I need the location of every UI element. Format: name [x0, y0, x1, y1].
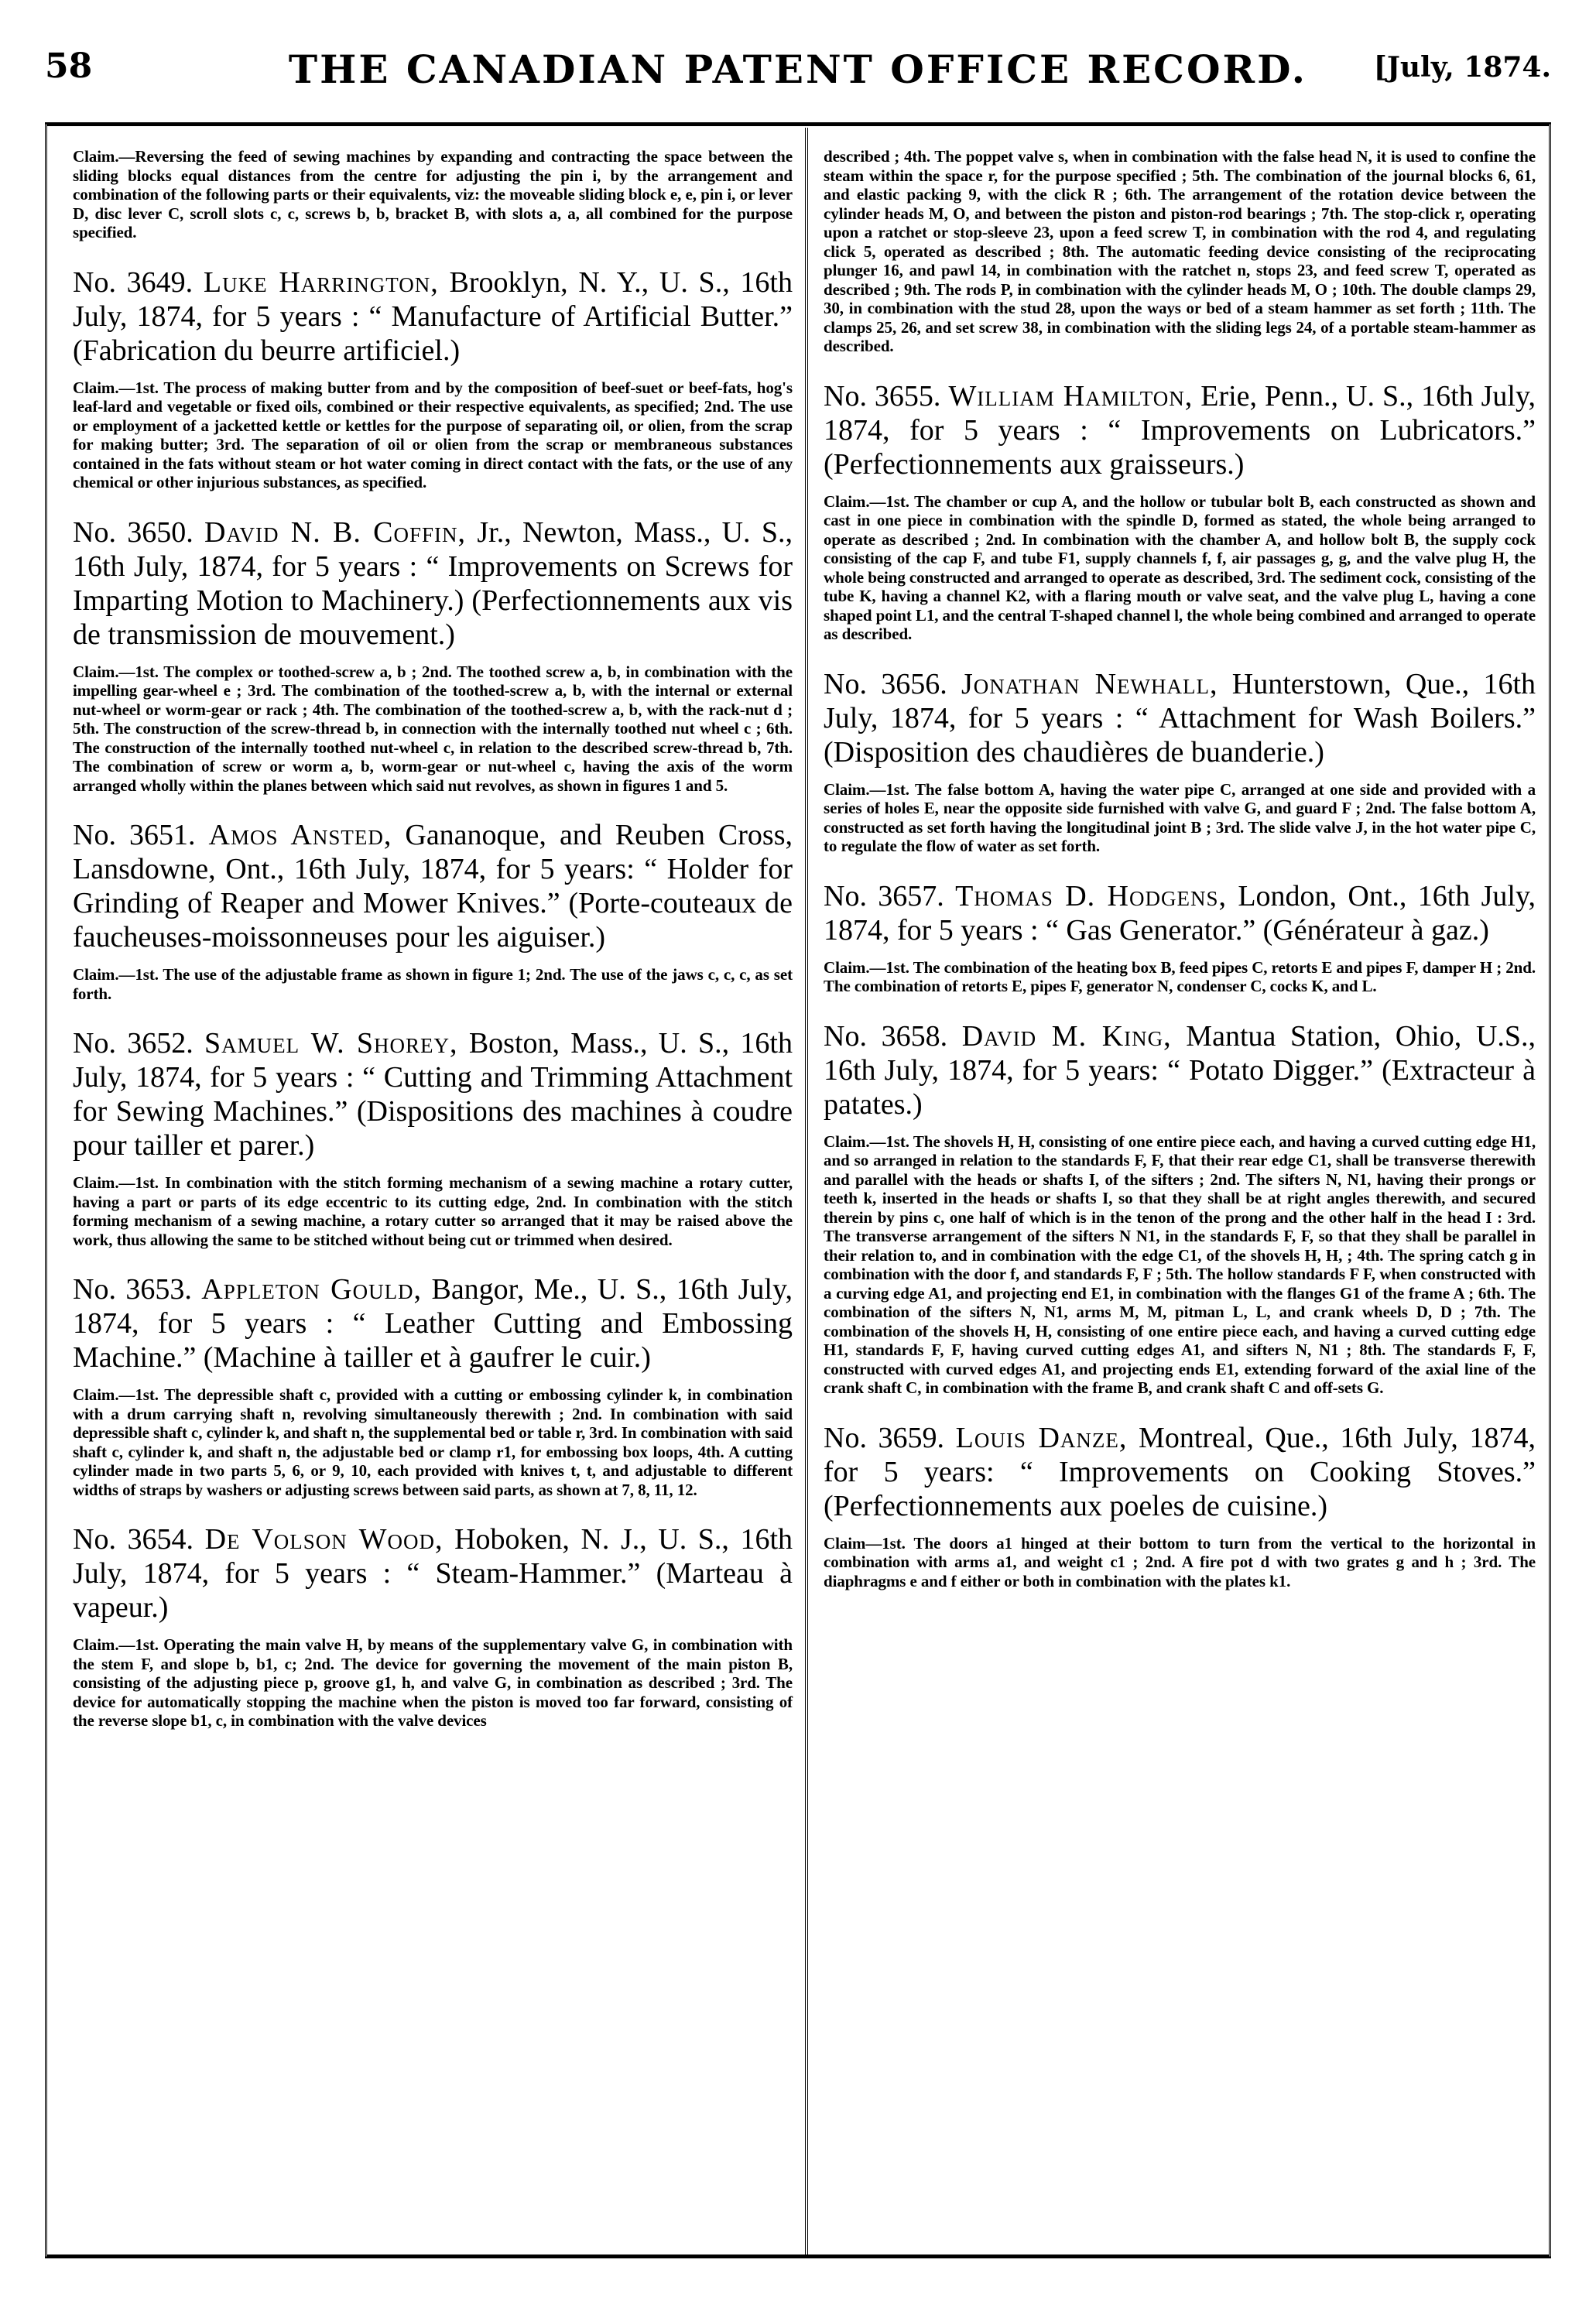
patent-details: Hoboken, N. J., U. S., 16th July, 1874, for 5 years : “ Steam-Hammer.” (Marteau à vapeur.)	[73, 1523, 793, 1624]
patent-title	[73, 265, 793, 368]
patent-title	[824, 1421, 1536, 1523]
patent-entry-3659	[824, 1421, 1536, 1591]
patent-inventor: Appleton Gould,	[201, 1273, 423, 1306]
patent-entry-3652	[73, 1026, 793, 1249]
patent-entry-3657	[824, 879, 1536, 996]
patent-number: No. 3659.	[824, 1421, 945, 1454]
patent-number: No. 3652.	[73, 1027, 194, 1060]
patent-number: No. 3649.	[73, 265, 194, 299]
patent-number: No. 3657.	[824, 879, 944, 912]
patent-title	[824, 379, 1536, 481]
patent-claim-continued: Claim.—Reversing the feed of sewing machines by expanding and contracting the space between the sliding blocks equal distances from the centre for adjusting the pin i, by the arrangement and combination of the following parts or their equivalents, viz: the moveable sliding block e, e, pin i, or lever D, disc lever C, scroll slots c, c, screws b, b, bracket B, with slots a, a, all combined for the purpose specified.	[73, 147, 793, 241]
patent-claim: Claim.—1st. In combination with the stitch forming mechanism of a sewing machine a rotary cutter, having a part or parts of its edge eccentric to its cutting edge, 2nd. In combination with the stitch forming mechanism of a sewing machine, a rotary cutter so arranged that it may be raised above the work, thus allowing the same to be stitched without being cut or trimmed when desired.	[73, 1173, 793, 1249]
patent-details: Jr., Newton, Mass., U. S., 16th July, 1874, for 5 years : “ Improvements on Screws for Imparting Motion to Machinery.) (Perfectionnements aux vis de transmission de mouvement.)	[73, 515, 793, 651]
patent-inventor: Jonathan Newhall,	[961, 667, 1218, 700]
patent-claim: Claim—1st. The doors a1 hinged at their bottom to turn from the vertical to the horizontal in combination with arms a1, and weight c1 ; 2nd. A fire pot d with two grates g and h ; 3rd. The diaphragms e and f either or both in combination with the plates k1.	[824, 1533, 1536, 1590]
patent-claim: Claim.—1st. The combination of the heating box B, feed pipes C, retorts E and pipes F, damper H ; 2nd. The combination of retorts E, pipes F, generator N, condenser C, cocks K, and L.	[824, 957, 1536, 995]
patent-inventor: Amos Ansted,	[208, 819, 392, 851]
patent-claim: Claim.—1st. The complex or toothed-screw a, b ; 2nd. The toothed screw a, b, in combination with the impelling gear-wheel e ; 3rd. The combination of the toothed-screw a, b, with the internal or external nut-wheel or worm-gear or rack ; 4th. The combination of the toothed-screw a, b, with the rack-nut d ; 5th. The construction of the screw-thread b, in connection with the internally toothed nut wheel c ; 6th. The construction of the internally toothed nut-wheel c, in relation to the described screw-thread b, 7th. The combination of screw or worm a, b, worm-gear or nut-wheel c, having the axis of the worm arranged wholly within the planes between which said nut revolves, as shown in figures 1 and 5.	[73, 662, 793, 795]
patent-claim: Claim.—1st. Operating the main valve H, by means of the supplementary valve G, in combination with the stem F, and slope b, b1, c; 2nd. The device for governing the movement of the main piston B, consisting of the adjusting piece p, groove g1, h, and valve G, in combination as described ; 3rd. The device for automatically stopping the machine when the piston is moved too far forward, consisting of the reverse slope b1, c, in combination with the valve devices	[73, 1635, 793, 1730]
patent-title	[73, 515, 793, 652]
patent-claim: Claim.—1st. The chamber or cup A, and the hollow or tubular bolt B, each constructed as shown and cast in one piece in combination with the spindle D, formed as stated, the whole being arranged to operate as described ; 2nd. In combination with the chamber A, and hollow bolt B, the supply cock consisting of the cap F, and tube F1, supply channels f, f, air passages g, g, and the valve plug H, the whole being constructed and arranged to operate as described, 3rd. The sediment cock, consisting of the tube K, having a channel K2, with a flaring mouth or valve seat, and the valve plug L, having a cone shaped point L1, and the central T-shaped channel l, the whole being combined and arranged to operate as described.	[824, 491, 1536, 643]
patent-inventor: De Volson Wood,	[204, 1523, 444, 1556]
patent-title	[73, 1026, 793, 1162]
patent-number: No. 3650.	[73, 515, 194, 549]
patent-entry-3653	[73, 1272, 793, 1499]
patent-title	[73, 818, 793, 954]
patent-entry-3656	[824, 667, 1536, 856]
left-column	[73, 147, 793, 1731]
patent-inventor: David M. King,	[961, 1019, 1172, 1053]
patent-inventor: Louis Danze,	[955, 1421, 1128, 1454]
patent-title	[824, 879, 1536, 947]
patent-details: London, Ont., 16th July, 1874, for 5 years : “ Gas Generator.” (Générateur à gaz.)	[824, 879, 1536, 947]
patent-entry-3654	[73, 1522, 793, 1731]
patent-inventor: Samuel W. Shorey,	[204, 1027, 458, 1060]
patent-details: Erie, Penn., U. S., 16th July, 1874, for 5 years : “ Improvements on Lubricators.” (Perfectionnements aux graisseurs.)	[824, 379, 1536, 481]
right-column	[824, 147, 1536, 1590]
patent-inventor: Thomas D. Hodgens,	[955, 879, 1227, 912]
patent-inventor: William Hamilton,	[948, 379, 1194, 413]
patent-details: Brooklyn, N. Y., U. S., 16th July, 1874, for 5 years : “ Manufacture of Artificial Butter.” (Fabrication du beurre artificiel.)	[73, 265, 793, 367]
page-header	[45, 46, 1551, 93]
patent-details: Mantua Station, Ohio, U.S., 16th July, 1874, for 5 years: “ Potato Digger.” (Extracteur à patates.)	[824, 1019, 1536, 1121]
patent-entry-3649	[73, 265, 793, 492]
patent-number: No. 3655.	[824, 379, 941, 413]
patent-title	[73, 1272, 793, 1375]
patent-number: No. 3653.	[73, 1273, 192, 1306]
patent-number: No. 3651.	[73, 819, 196, 851]
patent-number: No. 3656.	[824, 667, 947, 700]
patent-inventor: David N. B. Coffin,	[204, 515, 467, 549]
issue-date: [July, 1874.	[1373, 51, 1551, 84]
patent-details: Gananoque, and Reuben Cross, Lansdowne, Ont., 16th July, 1874, for 5 years: “ Holder for Grinding of Reaper and Mower Knives.” (Porte-couteaux de faucheuses-moissonneuses pour les aiguiser.)	[73, 819, 793, 954]
patent-claim: Claim.—1st. The depressible shaft c, provided with a cutting or embossing cylinder k, in combination with a drum carrying shaft n, revolving simultaneously therewith ; 2nd. In combination with said depressible shaft c, cylinder k, and shaft n, the supplemental bed or table r, 3rd. In combination with said shaft c, cylinder k, and shaft n, the adjustable bed or clamp r1, for embossing box loops, 4th. A cutting cylinder made in two parts 5, 6, or 9, 10, each provided with knives t, t, and adjustable to different widths of straps by washers or adjusting screws between said parts, as shown at 7, 8, 11, 12.	[73, 1385, 793, 1499]
patent-details: Boston, Mass., U. S., 16th July, 1874, for 5 years : “ Cutting and Trimming Attachment for Sewing Machines.” (Dispositions des machines à coudre pour tailler et parer.)	[73, 1027, 793, 1162]
patent-title	[824, 667, 1536, 769]
patent-claim-continued: described ; 4th. The poppet valve s, when in combination with the false head N, it is used to confine the steam within the space r, for the purpose specified ; 5th. The combination of the journal blocks 6, 61, and elastic packing 9, with the click R ; 6th. The arrangement of the rotation device between the cylinder heads M, O, and between the piston and piston-rod bearings ; 7th. The stop-click r, operating upon a ratchet or stop-sleeve 23, upon a feed screw T, in combination with the rod 4, and regulating click 5, operated as described ; 8th. The automatic feeding device consisting of the reciprocating plunger 16, and pawl 14, in combination with the ratchet n, stops 23, and feed screw T, operated as described ; 9th. The rods P, in combination with the cylinder heads M, O ; 10th. The double clamps 29, 30, in combination with the stud 28, upon the ways or bed of a steam hammer as set forth ; 11th. The clamps 25, 26, and set screw 38, in combination with the sliding legs 24, of a portable steam-hammer as described.	[824, 147, 1536, 355]
patent-entry-3655	[824, 379, 1536, 644]
patent-entry-3650	[73, 515, 793, 796]
patent-entry-3651	[73, 818, 793, 1003]
column-divider	[805, 128, 808, 2255]
patent-claim: Claim.—1st. The shovels H, H, consisting of one entire piece each, and having a curved cutting edge H1, and so arranged in relation to the standards F, F, that their rear edge C1, shall be transverse therewith and parallel with the heads or shafts I, of the sifters ; 2nd. The sifters N, N1, having their prongs or teeth k, inserted in the heads or shafts I, so that they shall be at right angles therewith, and secured therein by pins c, one half of which is in the tenon of the prong and the other half in the head I : 3rd. The transverse arrangement of the sifters N N1, in the standards F, F, so that they shall be parallel in their relation to, and in combination with the edge C1, of the shovels H, H, ; 4th. The spring catch g in combination with the door f, and standards F, F ; 5th. The hollow standards F F, when constructed with a curving edge A1, and projecting end E1, in combination with the flanges G1 of the frame A ; 6th. The combination of the sifters N, N1, arms M, M, pitman L, L, and crank wheels D, D ; 7th. The combination of the shovels H, H, consisting of one entire piece each, and having a curved cutting edge H1, standards F, F, having curved cutting edges A1, and sifters N, N1 ; 8th. The standards F, F, constructed with curved edges A1, and projecting ends E1, extending forward of the axial line of the crank shaft C, in combination with the frame B, and crank shaft C and off-sets G.	[824, 1132, 1536, 1397]
patent-claim: Claim.—1st. The use of the adjustable frame as shown in figure 1; 2nd. The use of the jaws c, c, c, as set forth.	[73, 965, 793, 1003]
patent-number: No. 3658.	[824, 1019, 948, 1053]
patent-claim: Claim.—1st. The process of making butter from and by the composition of beef-suet or beef-fats, hog's leaf-lard and vegetable or fixed oils, combined or their respective equivalents, as specified; 2nd. The use or employment of a jacketted kettle or kettles for the purpose of separating oil, or olien, from the scrap for making butter; 3rd. The separation of oil or olien from the scrap or membraneous substances contained in the fats without steam or hot water coming in direct contact with the fats, or the use of any chemical or other injurious substances, as specified.	[73, 378, 793, 491]
patent-details: Hunterstown, Que., 16th July, 1874, for 5 years : “ Attachment for Wash Boilers.” (Disposition des chaudières de buanderie.)	[824, 667, 1536, 769]
patent-details: Montreal, Que., 16th July, 1874, for 5 years: “ Improvements on Cooking Stoves.” (Perfectionnements aux poeles de cuisine.)	[824, 1421, 1536, 1522]
patent-title	[824, 1019, 1536, 1121]
publication-title: THE CANADIAN PATENT OFFICE RECORD.	[288, 46, 1308, 92]
patent-inventor: Luke Harrington,	[203, 265, 439, 299]
patent-claim: Claim.—1st. The false bottom A, having the water pipe C, arranged at one side and provided with a series of holes E, near the opposite side furnished with valve G, and guard F ; 2nd. The false bottom A, constructed as set forth having the longitudinal joint B ; 3rd. The slide valve J, in the hot water pipe C, to regulate the flow of water as set forth.	[824, 779, 1536, 855]
page-number: 58	[45, 46, 93, 86]
patent-entry-3658	[824, 1019, 1536, 1398]
patent-number: No. 3654.	[73, 1523, 194, 1556]
patent-title	[73, 1522, 793, 1625]
patent-details: Bangor, Me., U. S., 16th July, 1874, for 5 years : “ Leather Cutting and Embossing Machine.” (Machine à tailler et à gaufrer le cuir.)	[73, 1273, 793, 1374]
